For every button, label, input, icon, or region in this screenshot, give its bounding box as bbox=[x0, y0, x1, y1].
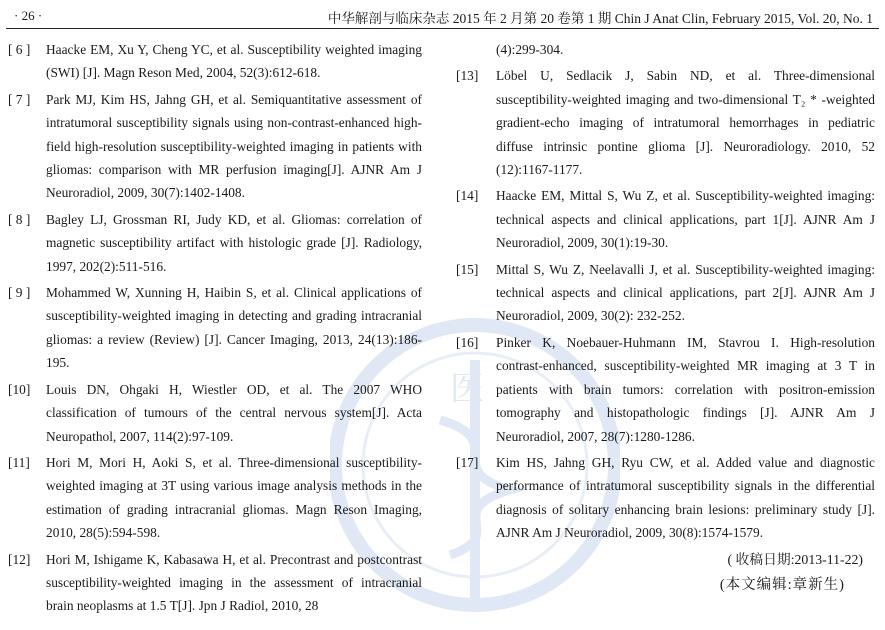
reference-number: [ 8 ] bbox=[8, 211, 31, 227]
reference-entry bbox=[456, 451, 875, 545]
reference-entry bbox=[8, 281, 422, 375]
reference-continuation: (4):299-304. bbox=[496, 42, 564, 57]
reference-number: [ 6 ] bbox=[8, 42, 31, 57]
reference-text: Louis DN, Ohgaki H, Wiestler OD, et al. The 2007 WHO classification of tumours of the central nervous system[J]. Acta Neuropathol, 2007, 114(2):97-109. bbox=[46, 381, 422, 444]
reference-entry bbox=[456, 331, 875, 448]
reference-text: Mohammed W, Xunning H, Haibin S, et al. Clinical applications of susceptibility-weighted imaging in detecting and grading intracranial gliomas: a review (Review) [J]. Cancer Imaging, 2013, 24(13):186-195. bbox=[46, 285, 422, 371]
reference-text: Hori M, Mori H, Aoki S, et al. Three-dimensional susceptibility-weighted imaging at 3T using various image analysis methods in the estimation of grading intracranial gliomas. Magn Reson Imaging, 2010, 28(5):594-598. bbox=[46, 454, 422, 541]
reference-text: Kim HS, Jahng GH, Ryu CW, et al. Added value and diagnostic performance of intratumoral susceptibility signals in the differential diagnosis of solitary enhancing brain lesions: preliminary study [J]. AJNR Am J Neuroradiol, 2009, 30(8):1574-1579. bbox=[496, 454, 875, 541]
reference-number: [17] bbox=[456, 454, 479, 470]
reference-entry bbox=[456, 184, 875, 254]
reference-text: Hori M, Ishigame K, Kabasawa H, et al. Precontrast and postcontrast susceptibility-weighted imaging in the assessment of intracranial brain neoplasms at 1.5 T[J]. Jpn J Radiol, 2010, 28 bbox=[46, 551, 422, 614]
reference-number: [ 7 ] bbox=[8, 91, 31, 107]
reference-entry bbox=[456, 258, 875, 328]
reference-text: Mittal S, Wu Z, Neelavalli J, et al. Susceptibility-weighted imaging: technical aspects and clinical applications, part 2[J]. AJNR Am J Neuroradiol, 2009, 30(2): 232-252. bbox=[496, 261, 875, 324]
reference-text: Bagley LJ, Grossman RI, Judy KD, et al. Gliomas: correlation of magnetic susceptibility artifact with histologic grade [J]. Radiology, 1997, 202(2):511-516. bbox=[46, 211, 422, 274]
right-reference-list bbox=[456, 64, 875, 544]
reference-text: Park MJ, Kim HS, Jahng GH, et al. Semiquantitative assessment of intratumoral susceptibility signals using non-contrast-enhanced high-field high-resolution susceptibility-weighted imaging in patients with gliomas: comparison with MR perfusion imaging[J]. AJNR Am J Neuroradiol, 2009, 30(7):1402-1408. bbox=[46, 91, 422, 201]
reference-entry bbox=[8, 451, 422, 545]
reference-entry bbox=[8, 378, 422, 448]
reference-entry bbox=[8, 38, 422, 85]
reference-number: [ 9 ] bbox=[8, 285, 31, 301]
left-column bbox=[8, 38, 422, 621]
page-number: · 26 · bbox=[14, 8, 43, 23]
reference-number: [11] bbox=[8, 454, 30, 470]
reference-text: Pinker K, Noebauer-Huhmann IM, Stavrou I. High-resolution contrast-enhanced, susceptibility-weighted MR imaging at 3 T in patients with brain tumors: correlation with positron-emission tomography and histopathologic findings [J]. AJNR Am J Neuroradiol, 2007, 28(7):1280-1286. bbox=[496, 334, 875, 444]
page-header bbox=[0, 0, 885, 30]
reference-entry bbox=[8, 548, 422, 618]
journal-running-title: 中华解剖与临床杂志 2015 年 2 月第 20 卷第 1 期 Chin J Anat Clin, February 2015, Vol. 20, No. 1 bbox=[327, 11, 873, 26]
reference-number: [10] bbox=[8, 381, 31, 397]
watermark-glyph: 医 bbox=[450, 369, 484, 409]
reference-entry bbox=[456, 64, 875, 181]
reference-number: [12] bbox=[8, 551, 31, 567]
header-divider bbox=[6, 28, 879, 29]
received-date: ( 收稿日期:2013-11-22) bbox=[727, 551, 863, 567]
reference-number: [13] bbox=[456, 68, 479, 84]
right-column bbox=[456, 38, 875, 598]
reference-entry bbox=[8, 208, 422, 278]
reference-text: Haacke EM, Xu Y, Cheng YC, et al. Susceptibility weighted imaging (SWI) [J]. Magn Reson Med, 2004, 52(3):612-618. bbox=[46, 42, 422, 81]
reference-entry bbox=[8, 88, 422, 205]
reference-text: Löbel U, Sedlacik J, Sabin ND, et al. Three-dimensional susceptibility-weighted imaging and two-dimensional T₂ * -weighted gradient-echo imaging of intratumoral hemorrhages in pediatric diffuse intrinsic pontine glioma [J]. Neuroradiology. 2010, 52 (12):1167-1177. bbox=[496, 68, 875, 178]
reference-number: [14] bbox=[456, 188, 479, 204]
editor-note: (本文编辑:章新生) bbox=[719, 576, 845, 593]
reference-number: [15] bbox=[456, 261, 479, 277]
reference-text: Haacke EM, Mittal S, Wu Z, et al. Susceptibility-weighted imaging: technical aspects and clinical applications, part 1[J]. AJNR Am J Neuroradiol, 2009, 30(1):19-30. bbox=[496, 188, 875, 251]
reference-number: [16] bbox=[456, 334, 479, 350]
